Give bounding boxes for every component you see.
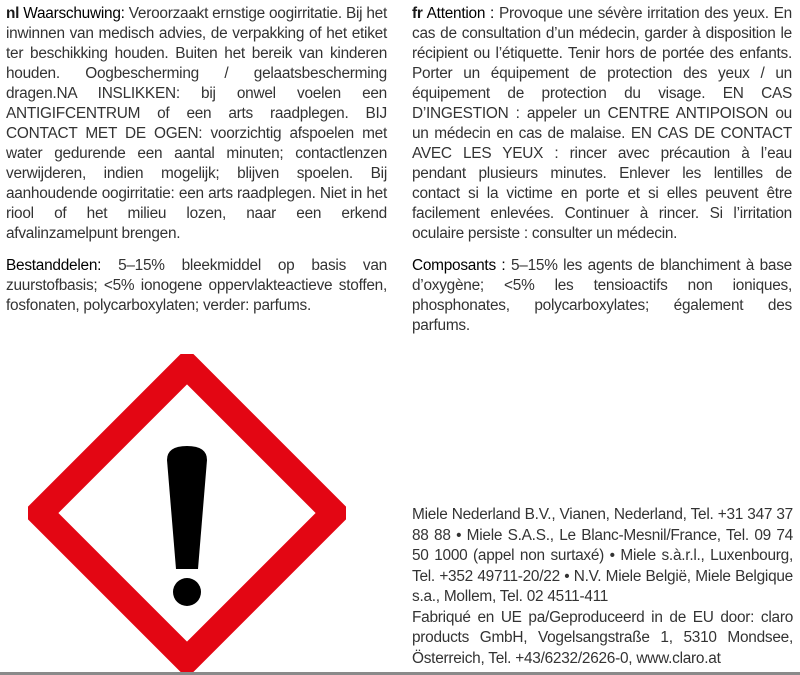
distributor-addresses: Miele Nederland B.V., Vianen, Nederland, Tel. +31 347 37 88 88 • Miele S.A.S., Le Blanc-Mesnil/France, Tel. 09 74 50 1000 (appel non surtaxé) • Miele s.à.r.l., Luxenbourg, Tel. +352 49711-20/22 • N.V. Miele België, Miele Belgique s.a., Mollem, Tel. 02 4511-411	[412, 506, 793, 605]
dutch-warning-paragraph	[6, 4, 387, 244]
dutch-language-code: nl	[6, 5, 20, 22]
dutch-section	[6, 4, 387, 328]
ghs-exclamation-mark-icon	[28, 354, 346, 672]
contact-block	[412, 505, 793, 669]
french-ingredients-label: Composants :	[412, 257, 506, 274]
french-warning-label: Attention :	[426, 5, 495, 22]
french-ingredients-paragraph	[412, 256, 792, 336]
french-section	[412, 4, 792, 348]
french-warning-paragraph	[412, 4, 792, 244]
dutch-ingredients-label: Bestanddelen:	[6, 257, 102, 274]
dutch-warning-label: Waarschuwing:	[23, 5, 125, 22]
dutch-ingredients-text: 5–15% bleekmiddel op basis van zuurstofbasis; <5% ionogene oppervlakteactieve stoffen, fosfonaten, polycarboxylaten; verder: parfums.	[6, 257, 387, 314]
dutch-ingredients-paragraph	[6, 256, 387, 316]
french-language-code: fr	[412, 5, 423, 22]
dutch-warning-text: Veroorzaakt ernstige oogirritatie. Bij het inwinnen van medisch advies, de verpakking of het etiket ter beschikking houden. Buiten het bereik van kinderen houden. Oogbescherming / gelaatsbescherming dragen.NA INSLIKKEN: bij onwel voelen een ANTIGIFCENTRUM of een arts raadplegen. BIJ CONTACT MET DE OGEN: voorzichtig afspoelen met water gedurende een aantal minuten; contactlenzen verwijderen, indien mogelijk; blijven spoelen. Bij aanhoudende oogirritatie: een arts raadplegen. Niet in het riool of het milieu lozen, naar een erkend afvalinzamelpunt brengen.	[6, 5, 388, 242]
french-ingredients-text: 5–15% les agents de blanchiment à base d’oxygène; <5% les tensioactifs non ioniques, phosphonates, polycarboxylates; également des parfums.	[412, 257, 792, 334]
french-warning-text: Provoque une sévère irritation des yeux. En cas de consultation d’un médecin, garder à disposition le récipient ou l’étiquette. Tenir hors de portée des enfants. Porter un équipement de protection des yeux / un équipement de protection du visage. EN CAS D’INGESTION : appeler un CENTRE ANTIPOISON ou un médecin en cas de malaise. EN CAS DE CONTACT AVEC LES YEUX : rincer avec précaution à l’eau pendant plusieurs minutes. Enlever les lentilles de contact si la victime en porte et si elles peuvent être facilement enlevées. Continuer à rincer. Si l’irritation oculaire persiste : consulter un médecin.	[412, 5, 792, 242]
manufacturer-address: Fabriqué en UE pa/Geproduceerd in de EU door: claro products GmbH, Vogelsangstraße 1, 5310 Mondsee, Österreich, Tel. +43/6232/2626-0, www.claro.at	[412, 608, 793, 667]
exclamation-dot	[173, 578, 201, 606]
